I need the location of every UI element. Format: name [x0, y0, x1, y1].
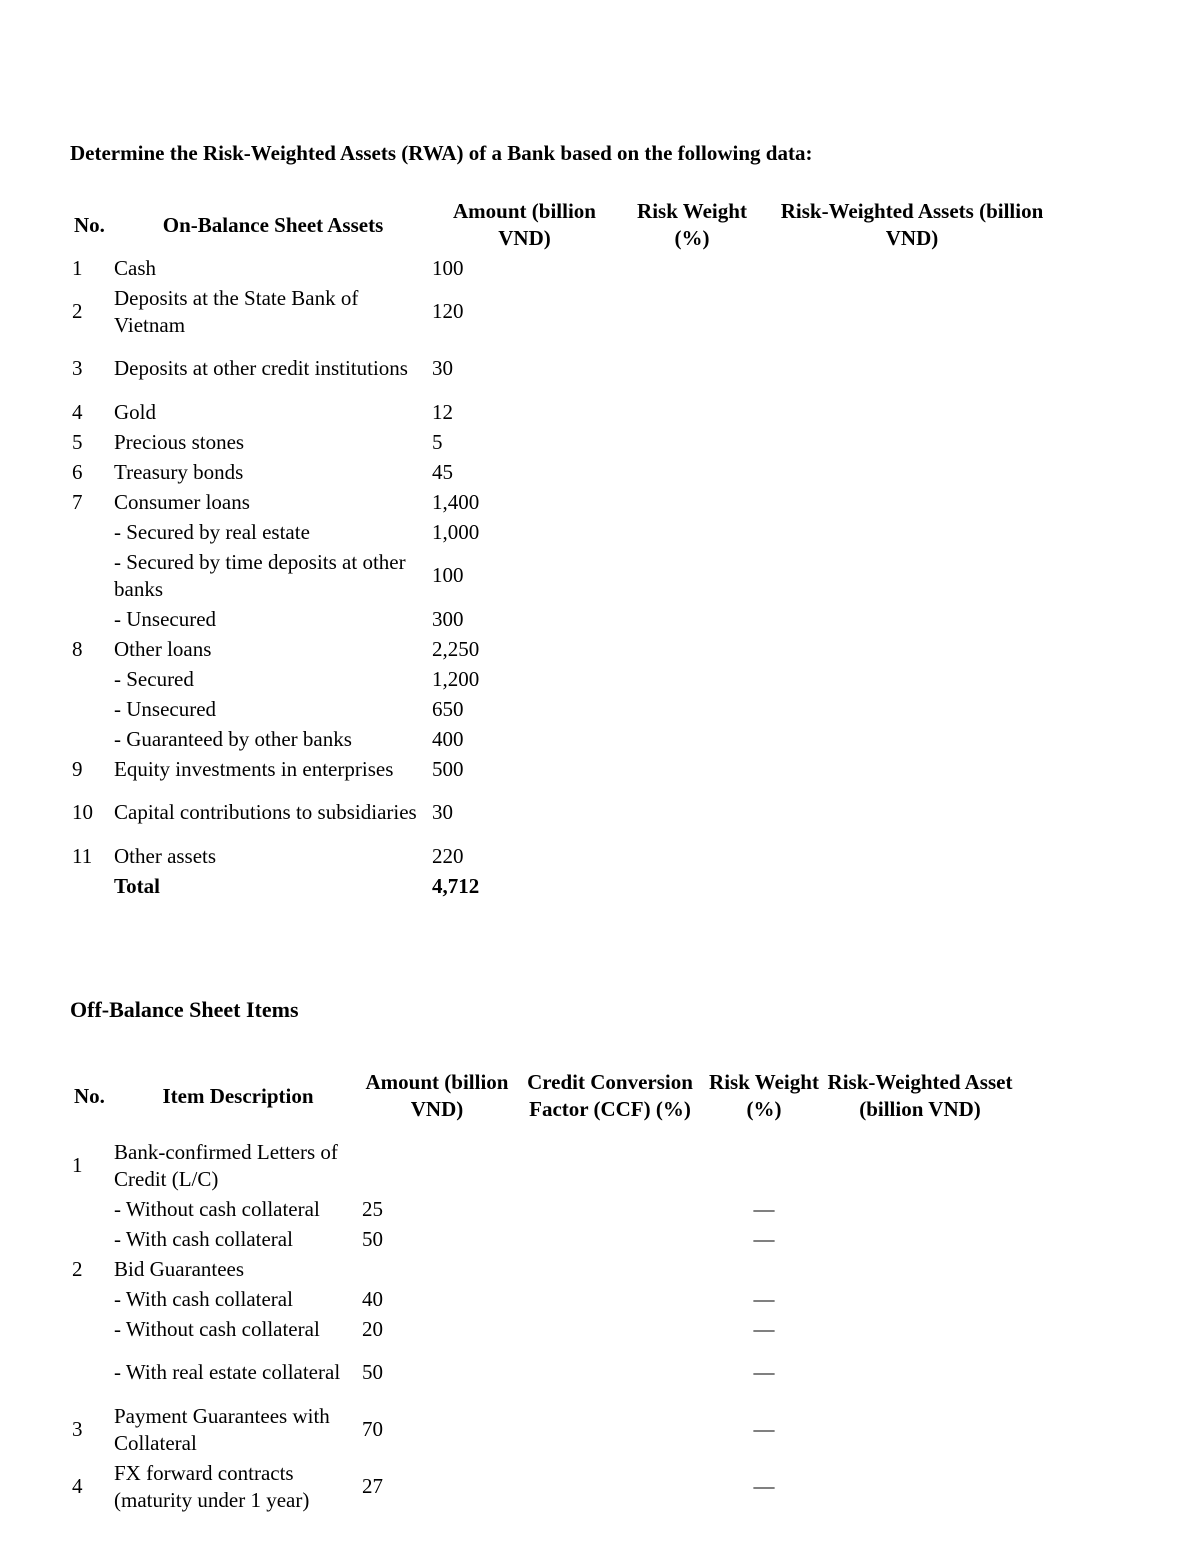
- table-row: [70, 517, 1057, 547]
- total-row: [70, 871, 1057, 901]
- row-risk-weight: [617, 340, 767, 397]
- table-row: [70, 1344, 1020, 1401]
- row-no: [70, 1194, 114, 1224]
- table-row: [70, 340, 1057, 397]
- row-amount: 120: [432, 299, 464, 323]
- table-row: [70, 397, 1057, 427]
- row-rwa: [767, 253, 1057, 283]
- table-row: [70, 283, 1057, 340]
- row-rwa: [767, 283, 1057, 340]
- row-ccf: [512, 1137, 708, 1194]
- table-row: [70, 1254, 1020, 1284]
- row-no: 2: [72, 299, 83, 323]
- document-title: Determine the Risk-Weighted Assets (RWA) of a Bank based on the following data:: [70, 141, 813, 165]
- header-item: On-Balance Sheet Assets: [162, 212, 384, 237]
- row-risk-weight: [617, 604, 767, 634]
- row-item: - With real estate collateral: [114, 1360, 341, 1384]
- row-amount: 1,000: [432, 519, 480, 544]
- row-risk-weight: [617, 754, 767, 784]
- total-risk-weight: [617, 871, 767, 901]
- row-risk-weight: [617, 397, 767, 427]
- header-item: Item Description: [162, 1083, 314, 1108]
- row-amount: 100: [432, 255, 464, 280]
- row-item: - With cash collateral: [114, 1226, 293, 1251]
- row-no: [70, 604, 114, 634]
- row-no: [70, 724, 114, 754]
- total-rwa: [767, 871, 1057, 901]
- row-rwa: [767, 517, 1057, 547]
- row-amount: 220: [432, 843, 464, 868]
- row-no: 9: [72, 756, 83, 781]
- row-item: Other loans: [114, 636, 212, 661]
- row-amount: 5: [432, 429, 443, 454]
- row-item: FX forward contracts (maturity under 1 year): [114, 1460, 310, 1512]
- row-ccf: [512, 1254, 708, 1284]
- table-row: [70, 841, 1057, 871]
- header-no: No.: [74, 212, 105, 237]
- table-row: [70, 1284, 1020, 1314]
- row-risk-weight: [617, 841, 767, 871]
- row-no: 1: [72, 255, 83, 280]
- header-risk-weight: Risk Weight (%): [709, 1070, 819, 1121]
- header-amount: Amount (billion VND): [453, 199, 596, 250]
- row-no: [70, 1344, 114, 1401]
- row-amount: 50: [362, 1226, 383, 1251]
- row-no: 6: [72, 459, 83, 484]
- row-rwa: [820, 1401, 1020, 1458]
- row-item: Equity investments in enterprises: [114, 756, 394, 781]
- row-risk-weight: —: [753, 1196, 775, 1221]
- total-amount: 4,712: [432, 873, 480, 898]
- row-item: - Secured by real estate: [114, 519, 310, 544]
- table-row: [70, 664, 1057, 694]
- row-risk-weight: [617, 784, 767, 841]
- row-rwa: [767, 724, 1057, 754]
- table-row: [70, 1194, 1020, 1224]
- header-no: No.: [74, 1083, 105, 1108]
- row-item: Deposits at other credit institutions: [114, 356, 408, 380]
- header-ccf: Credit Conversion Factor (CCF) (%): [527, 1070, 693, 1121]
- header-rwa: Risk-Weighted Assets (billion VND): [780, 199, 1044, 250]
- row-rwa: [767, 694, 1057, 724]
- row-risk-weight: —: [753, 1286, 775, 1311]
- row-no: 1: [72, 1153, 83, 1177]
- row-risk-weight: [617, 634, 767, 664]
- row-rwa: [767, 457, 1057, 487]
- row-item: - Unsecured: [114, 606, 217, 631]
- row-ccf: [512, 1344, 708, 1401]
- row-amount: 45: [432, 459, 453, 484]
- row-risk-weight: [708, 1254, 820, 1284]
- row-no: [70, 547, 114, 604]
- row-amount: 27: [362, 1474, 383, 1498]
- row-rwa: [820, 1137, 1020, 1194]
- row-item: - Guaranteed by other banks: [114, 726, 352, 751]
- row-rwa: [767, 604, 1057, 634]
- row-amount: 300: [432, 606, 464, 631]
- row-no: 8: [72, 636, 83, 661]
- row-rwa: [767, 397, 1057, 427]
- row-no: [70, 1314, 114, 1344]
- row-rwa: [820, 1314, 1020, 1344]
- row-amount: 30: [432, 800, 453, 824]
- table-row: [70, 694, 1057, 724]
- table-row: [70, 427, 1057, 457]
- row-ccf: [512, 1458, 708, 1515]
- row-ccf: [512, 1224, 708, 1254]
- row-amount: 25: [362, 1196, 383, 1221]
- row-ccf: [512, 1284, 708, 1314]
- row-risk-weight: [708, 1137, 820, 1194]
- row-risk-weight: —: [753, 1474, 775, 1498]
- row-item: Capital contributions to subsidiaries: [114, 800, 417, 824]
- row-risk-weight: [617, 487, 767, 517]
- row-rwa: [767, 754, 1057, 784]
- row-no: 11: [72, 843, 93, 868]
- total-no: [70, 871, 114, 901]
- row-rwa: [820, 1458, 1020, 1515]
- row-item: Treasury bonds: [114, 459, 244, 484]
- row-item: Precious stones: [114, 429, 245, 454]
- row-risk-weight: [617, 694, 767, 724]
- row-item: - Unsecured: [114, 696, 217, 721]
- table-row: [70, 547, 1057, 604]
- row-item: Bid Guarantees: [114, 1256, 245, 1281]
- row-amount: 400: [432, 726, 464, 751]
- row-rwa: [767, 427, 1057, 457]
- row-item: Gold: [114, 399, 156, 424]
- row-no: [70, 694, 114, 724]
- row-rwa: [820, 1194, 1020, 1224]
- row-no: 4: [72, 1474, 83, 1498]
- row-rwa: [820, 1224, 1020, 1254]
- row-risk-weight: —: [753, 1226, 775, 1251]
- row-item: Consumer loans: [114, 489, 250, 514]
- header-rwa: Risk-Weighted Asset (billion VND): [827, 1070, 1013, 1121]
- row-risk-weight: [617, 517, 767, 547]
- row-rwa: [820, 1344, 1020, 1401]
- table-row: [70, 754, 1057, 784]
- total-label: Total: [114, 873, 160, 898]
- row-item: - With cash collateral: [114, 1286, 293, 1311]
- row-no: 7: [72, 489, 83, 514]
- row-ccf: [512, 1401, 708, 1458]
- row-ccf: [512, 1314, 708, 1344]
- row-amount: 100: [432, 563, 464, 587]
- row-risk-weight: —: [753, 1360, 775, 1384]
- row-risk-weight: [617, 664, 767, 694]
- row-rwa: [767, 487, 1057, 517]
- table-row: [70, 253, 1057, 283]
- row-item: - Without cash collateral: [114, 1316, 320, 1341]
- row-risk-weight: [617, 547, 767, 604]
- row-no: 3: [72, 1417, 83, 1441]
- row-no: 10: [72, 800, 93, 824]
- row-rwa: [767, 841, 1057, 871]
- row-amount: 12: [432, 399, 453, 424]
- table-row: [70, 1224, 1020, 1254]
- row-item: - Secured by time deposits at other banks: [114, 549, 406, 601]
- row-no: 3: [72, 356, 83, 380]
- row-item: Other assets: [114, 843, 217, 868]
- row-amount: [362, 1137, 512, 1194]
- table-row: [70, 487, 1057, 517]
- row-amount: 50: [362, 1360, 383, 1384]
- table-row: [70, 1137, 1020, 1194]
- row-amount: 650: [432, 696, 464, 721]
- row-rwa: [767, 547, 1057, 604]
- table-row: [70, 1401, 1020, 1458]
- row-risk-weight: [617, 724, 767, 754]
- table-row: [70, 724, 1057, 754]
- row-risk-weight: [617, 427, 767, 457]
- row-ccf: [512, 1194, 708, 1224]
- row-no: [70, 1284, 114, 1314]
- row-amount: 20: [362, 1316, 383, 1341]
- row-rwa: [767, 340, 1057, 397]
- row-item: Deposits at the State Bank of Vietnam: [114, 285, 359, 337]
- row-item: Cash: [114, 255, 156, 280]
- row-amount: 1,200: [432, 666, 480, 691]
- row-risk-weight: [617, 283, 767, 340]
- row-item: Bank-confirmed Letters of Credit (L/C): [114, 1139, 338, 1191]
- off-balance-section-title: Off-Balance Sheet Items: [70, 997, 299, 1022]
- row-risk-weight: [617, 253, 767, 283]
- header-risk-weight: Risk Weight (%): [637, 199, 747, 250]
- on-balance-sheet-table: [70, 197, 1057, 901]
- table-header-row: [70, 197, 1057, 253]
- row-item: Payment Guarantees with Collateral: [114, 1403, 330, 1455]
- table-header-row: [70, 1055, 1020, 1137]
- table-row: [70, 1458, 1020, 1515]
- row-risk-weight: [617, 457, 767, 487]
- off-balance-sheet-table: [70, 1055, 1020, 1515]
- row-amount: [362, 1254, 512, 1284]
- row-no: 4: [72, 399, 83, 424]
- row-rwa: [767, 664, 1057, 694]
- row-no: 5: [72, 429, 83, 454]
- table-row: [70, 784, 1057, 841]
- row-amount: 70: [362, 1417, 383, 1441]
- row-no: [70, 1224, 114, 1254]
- row-rwa: [820, 1254, 1020, 1284]
- row-amount: 1,400: [432, 489, 480, 514]
- row-item: - Without cash collateral: [114, 1196, 320, 1221]
- table-row: [70, 604, 1057, 634]
- row-amount: 30: [432, 356, 453, 380]
- row-rwa: [767, 634, 1057, 664]
- row-rwa: [820, 1284, 1020, 1314]
- table-row: [70, 1314, 1020, 1344]
- row-risk-weight: —: [753, 1316, 775, 1341]
- row-amount: 500: [432, 756, 464, 781]
- row-item: - Secured: [114, 666, 194, 691]
- row-no: [70, 517, 114, 547]
- table-row: [70, 457, 1057, 487]
- row-no: 2: [72, 1256, 83, 1281]
- row-rwa: [767, 784, 1057, 841]
- header-amount: Amount (billion VND): [365, 1070, 509, 1121]
- table-row: [70, 634, 1057, 664]
- row-amount: 2,250: [432, 636, 480, 661]
- row-amount: 40: [362, 1286, 383, 1311]
- row-risk-weight: —: [753, 1417, 775, 1441]
- row-no: [70, 664, 114, 694]
